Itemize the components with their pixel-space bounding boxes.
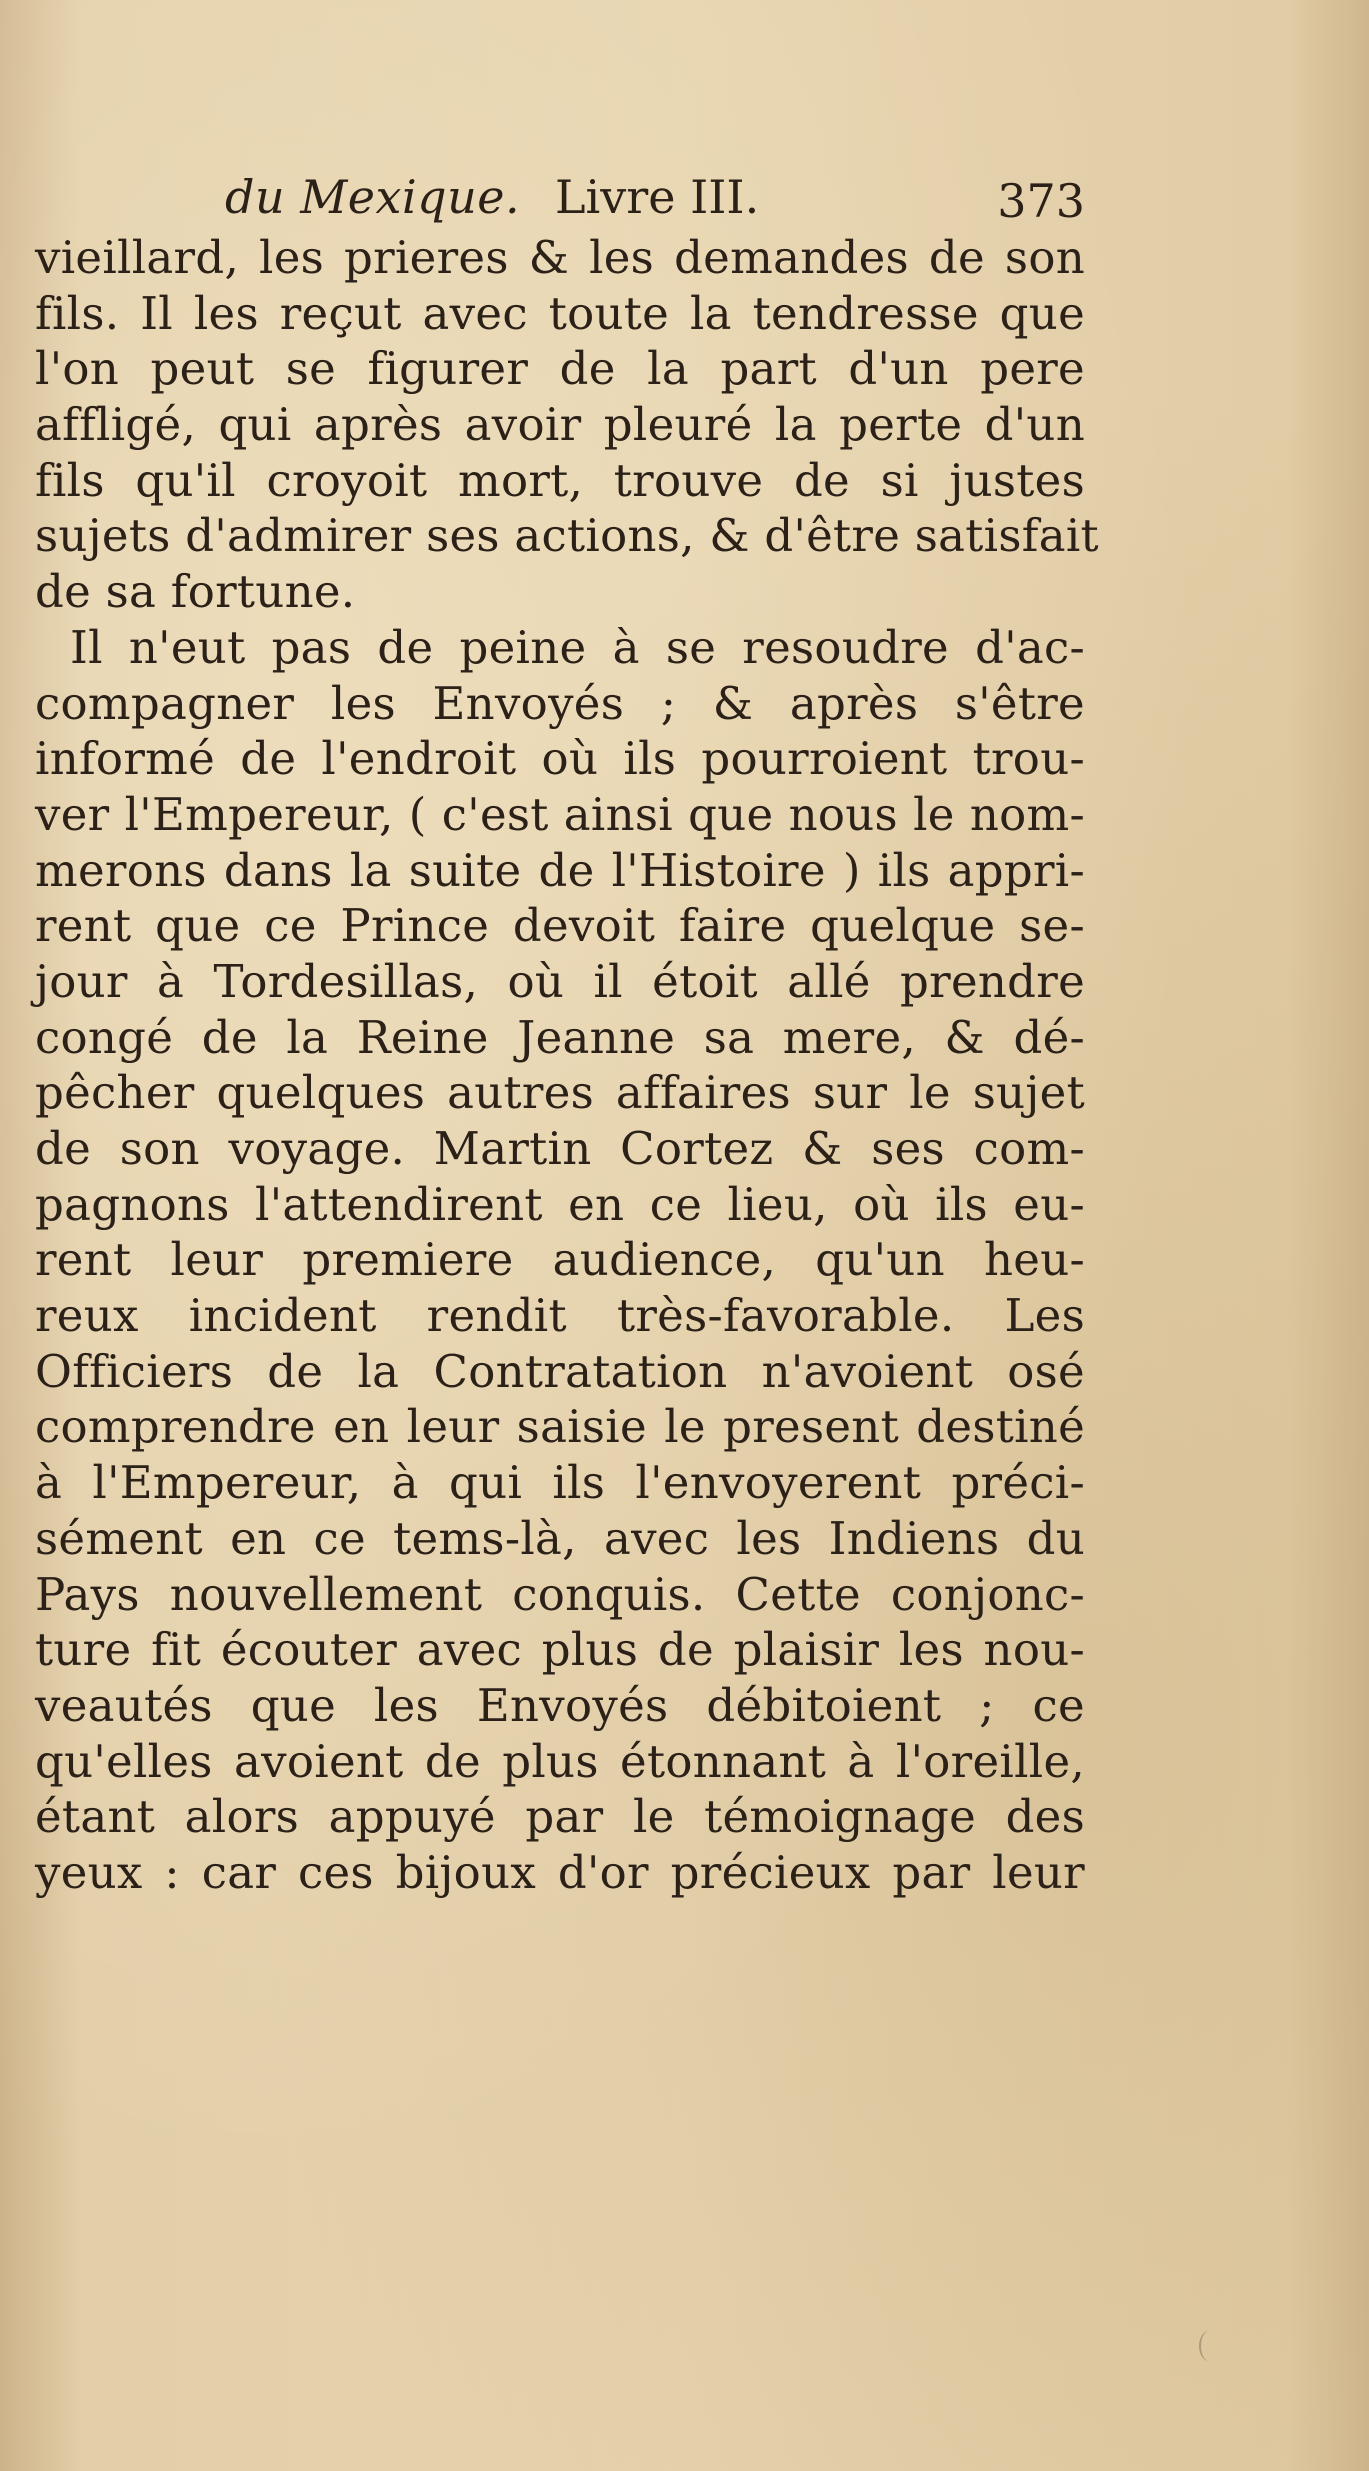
text-line: de sa fortune. [35,565,356,619]
text-line: fils. Il les reçut avec toute la tendresse que [35,286,1085,340]
page-number: 373 [997,174,1085,228]
text-line: compagner les Envoyés ; & après s'être [35,676,1085,730]
book-label: Livre III. [555,170,760,224]
text-line: qu'elles avoient de plus étonnant à l'oreille, [35,1734,1085,1788]
text-line: affligé, qui après avoir pleuré la perte d'un [35,398,1085,452]
paper-mark [1199,2331,1219,2361]
text-line: étant alors appuyé par le témoignage des [35,1790,1085,1844]
text-line: Officiers de la Contratation n'avoient osé [35,1344,1085,1398]
text-line: jour à Tordesillas, où il étoit allé prendre [35,954,1085,1008]
text-line: pagnons l'attendirent en ce lieu, où ils eu- [35,1177,1085,1231]
text-line: pêcher quelques autres affaires sur le sujet [35,1066,1085,1120]
text-line: comprendre en leur saisie le present destiné [35,1400,1085,1454]
text-line: fils qu'il croyoit mort, trouve de si justes [35,453,1085,507]
text-line: veautés que les Envoyés débitoient ; ce [35,1678,1085,1732]
text-line: de son voyage. Martin Cortez & ses com- [35,1122,1085,1175]
text-line: à l'Empereur, à qui ils l'envoyerent préci- [35,1456,1085,1510]
text-line: merons dans la suite de l'Histoire ) ils appri- [35,843,1085,897]
text-line: vieillard, les prieres & les demandes de son [35,231,1085,284]
body-text [35,230,1099,1901]
text-line: informé de l'endroit où ils pourroient trou- [35,732,1085,786]
text-line: yeux : car ces bijoux d'or précieux par leur [35,1845,1085,1899]
text-line: ture fit écouter avec plus de plaisir les nou- [35,1623,1085,1677]
text-line: sujets d'admirer ses actions, & d'être satisfait [35,509,1099,563]
text-line: Pays nouvellement conquis. Cette conjonc- [35,1567,1085,1621]
text-line: rent leur premiere audience, qu'un heu- [35,1233,1085,1287]
text-line: l'on peut se figurer de la part d'un pere [35,342,1085,396]
text-line: reux incident rendit très-favorable. Les [35,1289,1085,1343]
text-line: ver l'Empereur, ( c'est ainsi que nous le nom- [35,787,1085,841]
running-title: du Mexique. [225,170,521,224]
text-line: sément en ce tems-là, avec les Indiens du [35,1511,1085,1565]
paragraph-start-line: Il n'eut pas de peine à se resoudre d'ac- [70,620,1085,674]
text-line: rent que ce Prince devoit faire quelque se- [35,899,1085,953]
text-line: congé de la Reine Jeanne sa mere, & dé- [35,1010,1085,1064]
